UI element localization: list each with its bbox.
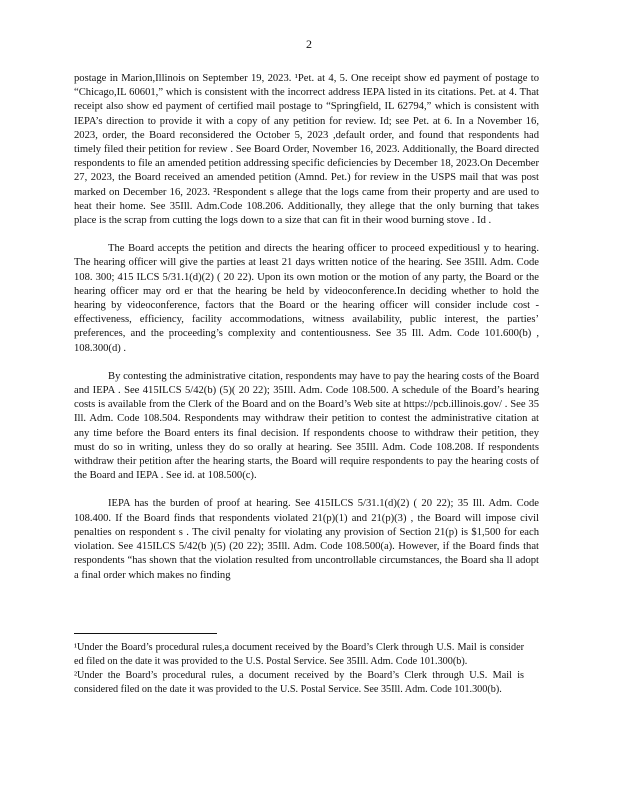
paragraph-procedural-history: postage in Marion,Illinois on September 19, 2023. ¹Pet. at 4, 5. One receipt show ed payment of postage to “Chicago,IL 60601,” which is consistent with the incorrect address IEPA listed in its citations. Pet. at 4. That receipt also show ed payment of certified mail postage to “Springfield, IL 62794,” which is consistent with IEPA’s direction to provide it with a copy of any petition for review. Id; see Pet. at 6. In a November 16, 2023, order, the Board reconsidered the October 5, 2023 ,default order, and found that respondents had timely filed their petition for review . See Board Order, November 16, 2023. Additionally, the Board directed respondents to file an amended petition addressing specific deficiencies by December 18, 2023.On December 27, 2023, the Board received an amended petition (Amnd. Pet.) for review in the USPS mail that was post marked on December 16, 2023. ²Respondent s allege that the logs came from their property and are used to heat their home. See 35Ill. Adm.Code 108.206. Additionally, they allege that the only burning that takes place is the scrap from cutting the logs down to a size that can fit in their wood burning stove . Id . [74,73,539,227]
body-text [74,72,539,583]
footnote-divider [74,633,217,634]
paragraph-hearing: The Board accepts the petition and directs the hearing officer to proceed expeditiousl y to hearing. The hearing officer will give the parties at least 21 days written notice of the hearing. See 35Ill. Adm. Code 108. 300; 415 ILCS 5/31.1(d)(2) ( 20 22). Upon its own motion or the motion of any party, the Board or the hearing officer may ord er that the hearing be held by videoconference.In deciding whether to hold the hearing by videoconference, factors that the Board or the hearing officer will consider include cost -effectiveness, efficiency, facility accommodations, witness availability, public interest, the parties’ preferences, and the proceeding’s complexity and contentiousness. See 35 Ill. Adm. Code 101.600(b) , 108.300(d) . [74,243,539,354]
footnote-2: ²Under the Board’s procedural rules, a document received by the Board’s Clerk through U.S. Mail is considered filed on the date it was provided to the U.S. Postal Service. See 35Ill. Adm. Code 101.300(b). [74,670,524,695]
footnotes [74,641,524,697]
footnote-1: ¹Under the Board’s procedural rules,a document received by the Board’s Clerk through U.S. Mail is consider ed filed on the date it was provided to the U.S. Postal Service. See 35Ill. Adm. Code 101.300(b). [74,642,524,667]
page-number: 2 [306,37,312,51]
paragraph-burden-of-proof: IEPA has the burden of proof at hearing. See 415ILCS 5/31.1(d)(2) ( 20 22); 35 Ill. Adm. Code 108.400. If the Board finds that respondents violated 21(p)(1) and 21(p)(3) , the Board will impose civil penalties on respondent s . The civil penalty for violating any provision of Section 21(p) is $1,500 for each violation. See 415ILCS 5/42(b )(5) (20 22); 35Ill. Adm. Code 108.500(a). However, if the Board finds that respondents “has shown that the violation resulted from uncontrollable circumstances, the Board sha ll adopt a final order which makes no finding [74,498,539,581]
paragraph-hearing-costs: By contesting the administrative citation, respondents may have to pay the hearing costs of the Board and IEPA . See 415ILCS 5/42(b) (5)( 20 22); 35Ill. Adm. Code 108.500. A schedule of the Board’s hearing costs is available from the Clerk of the Board and on the Board’s Web site at https://pcb.illinois.gov/ . See 35 Ill. Adm. Code 108.504. Respondents may withdraw their petition to contest the administrative citation at any time before the Board enters its final decision. If respondents choose to withdraw their petition, they must do so in writing, unless they do so orally at hearing. See 35Ill. Adm. Code 108.208. If respondents withdraw their petition after the hearing starts, the Board will require respondents to pay the hearing costs of the Board and IEPA . See id. at 108.500(c). [74,370,539,482]
